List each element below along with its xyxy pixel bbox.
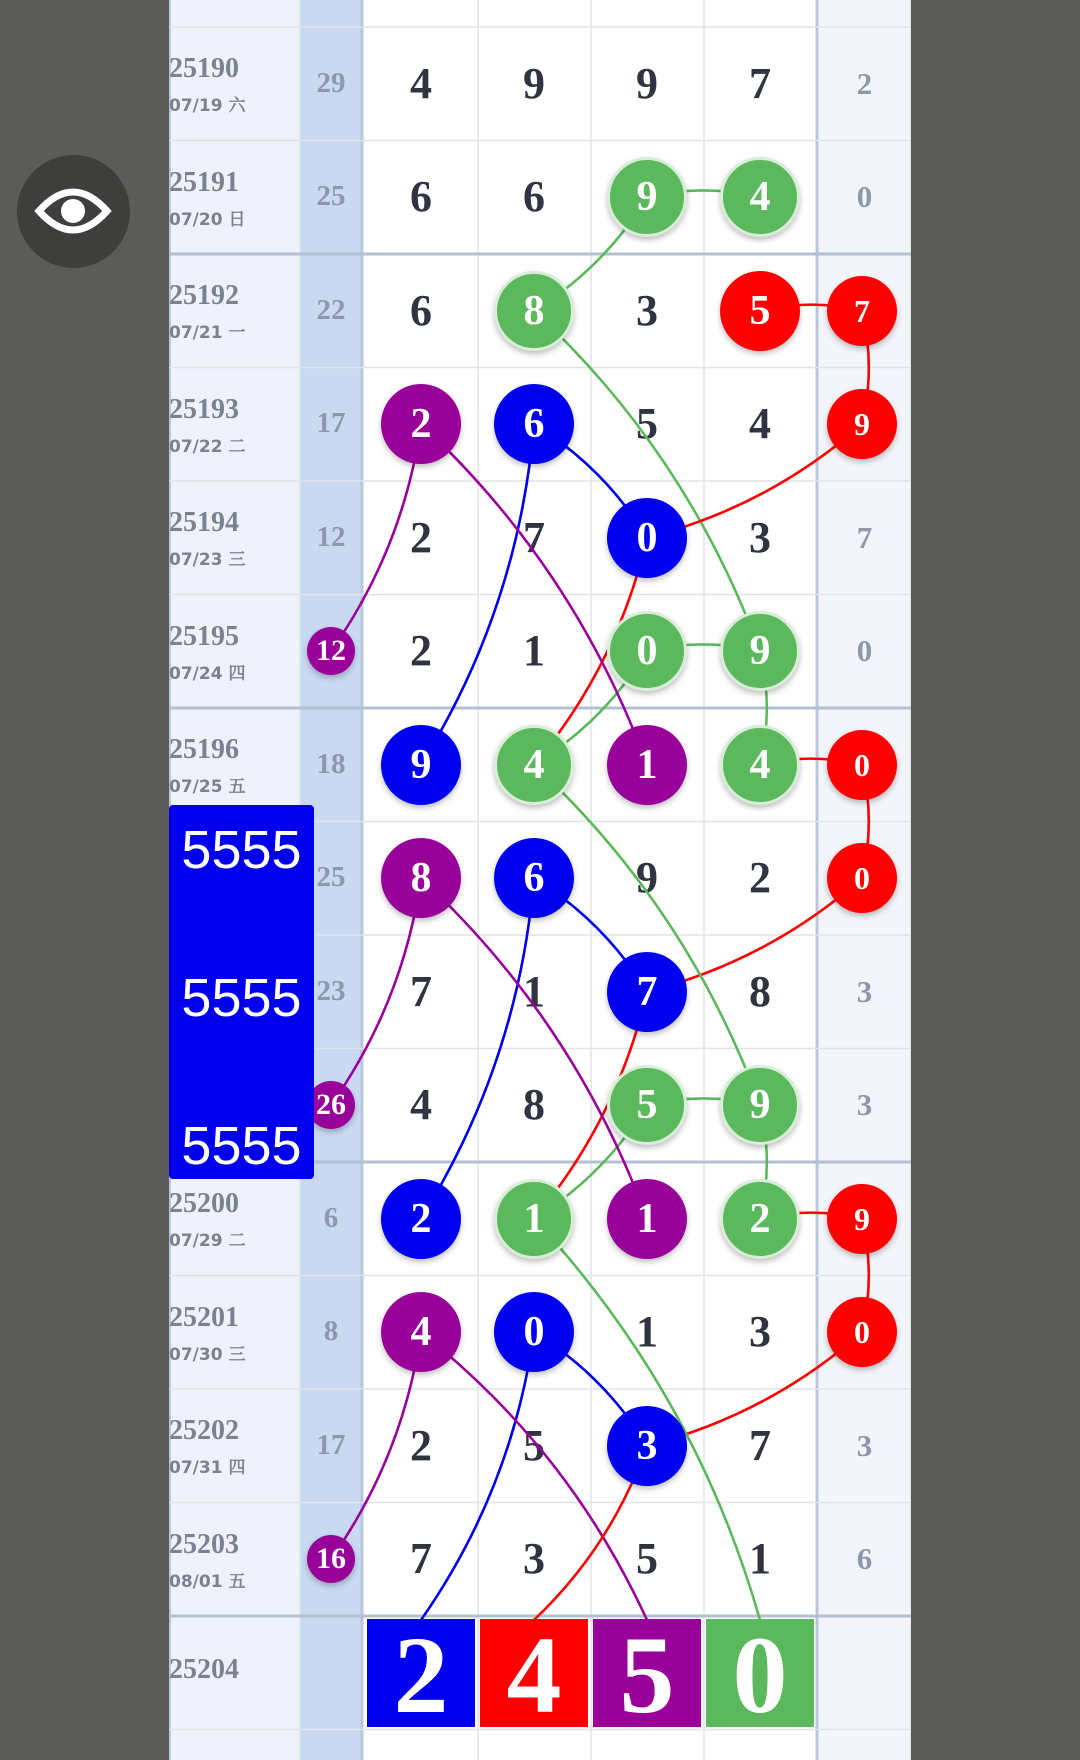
digit-cell: 3	[636, 285, 658, 335]
red-ball: 5	[720, 271, 800, 351]
span-value: 3	[856, 1087, 873, 1123]
digit-cell: 6	[523, 172, 545, 222]
digit-cell: 7	[523, 512, 545, 562]
blue-ball: 0	[607, 498, 687, 578]
digit-cell: 5	[523, 1420, 545, 1470]
issue-number: 25192	[169, 280, 239, 311]
digit-cell: 8	[749, 966, 771, 1016]
issue-number: 25190	[169, 53, 239, 84]
green-ball: 9	[720, 1065, 800, 1145]
sum-value: 6	[323, 1201, 339, 1234]
purple-ball: 1	[607, 725, 687, 805]
green-ball: 4	[494, 725, 574, 805]
digit-cell: 2	[410, 1420, 432, 1470]
issue-date: 07/29 二	[169, 1231, 246, 1251]
eye-toggle-button[interactable]	[17, 155, 130, 268]
purple-connector	[421, 424, 647, 765]
green-ball: 1	[494, 1179, 574, 1259]
sum-value: 18	[316, 747, 346, 780]
digit-cell: 7	[749, 1420, 771, 1470]
digit-cell: 8	[523, 1080, 545, 1130]
blue-connector	[421, 424, 534, 765]
issue-date: 07/24 四	[169, 663, 246, 684]
issue-number: 25200	[169, 1188, 239, 1219]
result-digit-box: 5	[593, 1619, 701, 1727]
blue-connector	[421, 878, 534, 1219]
blue-ball: 3	[607, 1406, 687, 1486]
purple-ball: 12	[307, 627, 355, 675]
green-ball: 5	[607, 1065, 687, 1145]
green-ball: 8	[494, 271, 574, 351]
green-ball: 4	[720, 725, 800, 805]
sum-value: 22	[316, 293, 346, 326]
issue-date: 07/31 四	[169, 1458, 246, 1478]
issue-date: 07/22 二	[169, 436, 246, 457]
red-ball: 0	[827, 1297, 897, 1367]
green-ball: 9	[607, 157, 687, 237]
result-digit-box: 0	[706, 1619, 814, 1727]
result-digit-box: 2	[367, 1619, 475, 1727]
sum-value: 17	[316, 407, 346, 440]
green-ball: 4	[720, 157, 800, 237]
purple-ball: 16	[307, 1535, 355, 1583]
blue-ball: 6	[494, 838, 574, 918]
green-ball: 9	[720, 611, 800, 691]
sum-value: 12	[316, 520, 346, 553]
digit-cell: 7	[410, 1534, 432, 1584]
issue-number: 25191	[169, 166, 239, 198]
blue-ball: 0	[494, 1292, 574, 1372]
green-ball: 0	[607, 611, 687, 691]
issue-number: 25203	[169, 1528, 239, 1560]
sum-value: 23	[316, 974, 346, 1007]
blue-ball: 9	[381, 725, 461, 805]
issue-date: 07/20 日	[169, 209, 246, 230]
issue-number: 25193	[169, 393, 239, 425]
green-ball: 2	[720, 1179, 800, 1259]
digit-cell: 1	[636, 1307, 658, 1357]
digit-cell: 9	[523, 58, 545, 108]
red-ball: 9	[827, 389, 897, 459]
issue-number: 25201	[169, 1301, 239, 1333]
issue-number: 25196	[169, 734, 239, 765]
digit-cell: 2	[749, 853, 771, 903]
sum-value: 25	[316, 180, 346, 213]
next-issue-number: 25204	[169, 1654, 239, 1685]
blue-ball: 7	[607, 952, 687, 1032]
digit-cell: 6	[410, 285, 432, 335]
purple-ball: 26	[307, 1081, 355, 1129]
issue-date: 07/30 三	[169, 1344, 246, 1365]
span-value: 2	[856, 65, 873, 101]
span-value: 3	[856, 973, 873, 1009]
digit-cell: 1	[749, 1534, 771, 1584]
issue-number: 25202	[169, 1415, 239, 1446]
red-ball: 0	[827, 730, 897, 800]
digit-cell: 5	[636, 1534, 658, 1584]
issue-number: 25195	[169, 620, 239, 652]
digit-cell: 3	[749, 1307, 771, 1357]
overlay-text: 5555	[181, 1116, 302, 1176]
issue-date: 07/21 一	[169, 323, 246, 343]
purple-ball: 8	[381, 838, 461, 918]
red-ball: 9	[827, 1184, 897, 1254]
digit-cell: 7	[410, 966, 432, 1016]
digit-cell: 1	[523, 626, 545, 676]
digit-cell: 9	[636, 853, 658, 903]
digit-cell: 2	[410, 626, 432, 676]
digit-cell: 4	[749, 399, 771, 449]
digit-cell: 4	[410, 1080, 432, 1130]
span-value: 7	[856, 519, 873, 555]
digit-cell: 6	[410, 172, 432, 222]
red-ball: 0	[827, 843, 897, 913]
purple-connector	[421, 878, 647, 1219]
eye-icon	[17, 155, 130, 268]
overlay-text: 5555	[181, 820, 302, 880]
span-value: 0	[856, 633, 873, 669]
purple-ball: 2	[381, 384, 461, 464]
span-value: 0	[856, 179, 873, 215]
purple-ball: 1	[607, 1179, 687, 1259]
digit-cell: 7	[749, 58, 771, 108]
sum-value: 25	[316, 861, 346, 894]
sum-value: 29	[316, 66, 346, 99]
issue-date: 07/23 三	[169, 550, 246, 570]
issue-date: 07/25 五	[169, 777, 246, 797]
digit-cell: 9	[636, 58, 658, 108]
result-digit-box: 4	[480, 1619, 588, 1727]
purple-connector	[421, 1332, 647, 1620]
sum-value: 8	[323, 1315, 339, 1348]
overlay-banner[interactable]	[169, 805, 314, 1179]
purple-ball: 4	[381, 1292, 461, 1372]
overlay-text: 5555	[181, 968, 302, 1028]
blue-connector	[421, 1332, 534, 1620]
digit-cell: 3	[749, 512, 771, 562]
blue-ball: 6	[494, 384, 574, 464]
digit-cell: 4	[410, 58, 432, 108]
red-ball: 7	[827, 276, 897, 346]
span-value: 3	[856, 1427, 873, 1463]
blue-ball: 2	[381, 1179, 461, 1259]
issue-date: 08/01 五	[169, 1571, 246, 1592]
digit-cell: 1	[523, 966, 545, 1016]
digit-cell: 3	[523, 1534, 545, 1584]
issue-number: 25194	[169, 507, 239, 538]
digit-cell: 2	[410, 512, 432, 562]
issue-date: 07/19 六	[169, 96, 246, 116]
span-value: 6	[856, 1541, 873, 1577]
sum-value: 17	[316, 1428, 346, 1461]
digit-cell: 5	[636, 399, 658, 449]
